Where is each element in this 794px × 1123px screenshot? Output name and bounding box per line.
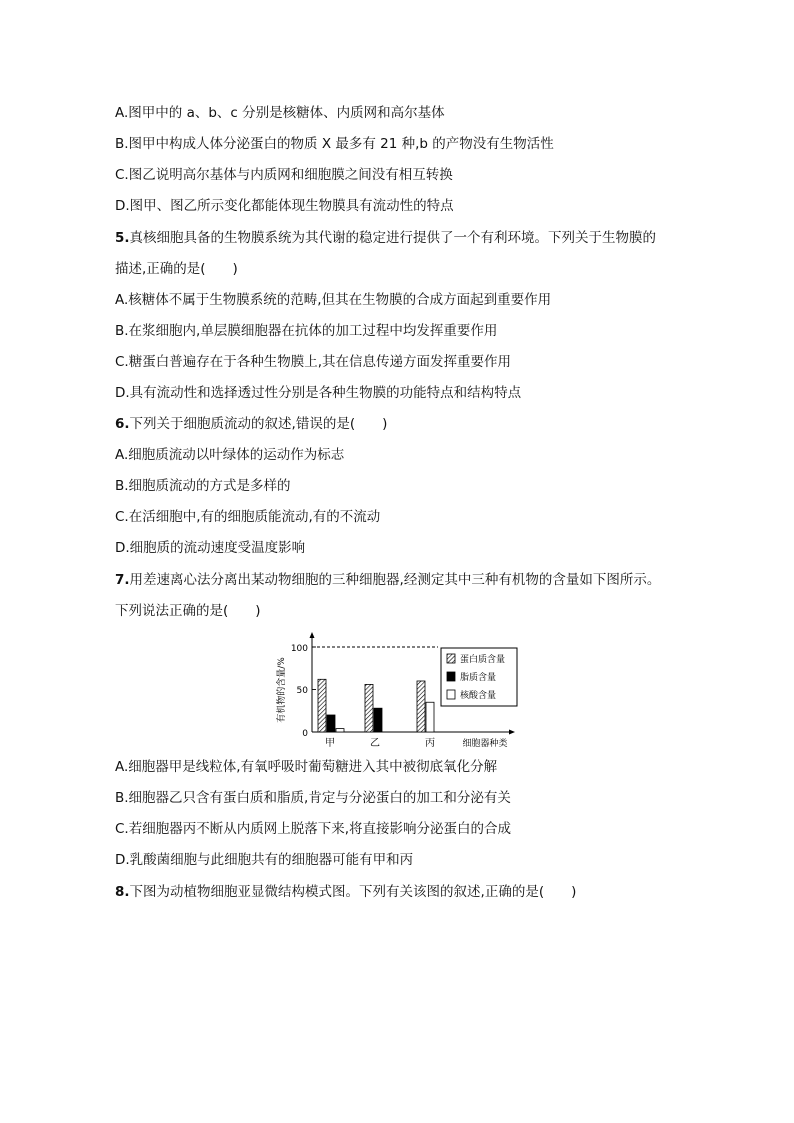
q6-option-b: B.细胞质流动的方式是多样的 [115,478,291,494]
x-category-label-bing: 丙 [425,738,435,749]
organelle-content-chart [270,628,540,752]
q7-stem-line1: 用差速离心法分离出某动物细胞的三种细胞器,经测定其中三种有机物的含量如下图所示。 [129,572,661,588]
q7-stem-line2: 下列说法正确的是( ) [115,603,261,619]
y-tick-label-50: 50 [296,686,308,696]
bar-nucleic-acid-3 [426,702,434,732]
bars-group [318,679,434,732]
q8-stem [115,883,576,901]
q5-stem-line1: 真核细胞具备的生物膜系统为其代谢的稳定进行提供了一个有利环境。下列关于生物膜的 [129,230,657,246]
q7-option-c: C.若细胞器丙不断从内质网上脱落下来,将直接影响分泌蛋白的合成 [115,821,512,837]
q5-option-a: A.核糖体不属于生物膜系统的范畴,但其在生物膜的合成方面起到重要作用 [115,292,552,308]
bar-lipid-1 [327,715,335,732]
legend-swatch-lipid [447,672,455,681]
legend-label-lipid: 脂质含量 [460,673,497,683]
q5-stem-line2: 描述,正确的是( ) [115,261,238,277]
q6-stem [115,415,387,433]
q5-stem [115,229,656,247]
bar-nucleic-acid-1 [336,729,344,732]
y-axis-arrow [310,632,315,638]
q6-option-c: C.在活细胞中,有的细胞质能流动,有的不流动 [115,509,381,525]
q7-option-d: D.乳酸菌细胞与此细胞共有的细胞器可能有甲和丙 [115,852,414,868]
q5-option-d: D.具有流动性和选择透过性分别是各种生物膜的功能特点和结构特点 [115,385,522,401]
legend-label-protein: 蛋白质含量 [460,655,506,665]
q7-number: 7. [115,572,130,588]
q6-option-d: D.细胞质的流动速度受温度影响 [115,540,306,556]
q6-number: 6. [115,416,130,432]
y-tick-label-0: 0 [302,729,308,739]
q7-option-b: B.细胞器乙只含有蛋白质和脂质,肯定与分泌蛋白的加工和分泌有关 [115,790,511,806]
q5-option-c: C.糖蛋白普遍存在于各种生物膜上,其在信息传递方面发挥重要作用 [115,354,512,370]
bar-lipid-2 [374,708,382,732]
q6-stem-text: 下列关于细胞质流动的叙述,错误的是( ) [129,416,388,432]
q4-option-c: C.图乙说明高尔基体与内质网和细胞膜之间没有相互转换 [115,167,453,183]
bar-protein-2 [365,684,373,732]
q5-option-b: B.在浆细胞内,单层膜细胞器在抗体的加工过程中均发挥重要作用 [115,323,498,339]
x-category-label-yi: 乙 [370,738,380,749]
q7-stem [115,571,660,589]
q4-option-d: D.图甲、图乙所示变化都能体现生物膜具有流动性的特点 [115,198,454,214]
q4-option-a: A.图甲中的 a、b、c 分别是核糖体、内质网和高尔基体 [115,105,445,121]
q8-number: 8. [115,884,130,900]
x-axis-label: 细胞器种类 [462,739,508,749]
q5-number: 5. [115,230,130,246]
bar-protein-3 [417,681,425,732]
legend-swatch-nucleic-acid [447,690,455,699]
bar-protein-1 [318,679,326,732]
legend-label-nucleic-acid: 核酸含量 [460,691,497,701]
y-tick-label-100: 100 [290,644,308,654]
x-category-label-jia: 甲 [325,738,335,749]
q6-option-a: A.细胞质流动以叶绿体的运动作为标志 [115,447,345,463]
legend-swatch-protein [447,654,455,663]
y-axis-label: 有机物的含量/% [277,657,287,723]
q4-option-b: B.图甲中构成人体分泌蛋白的物质 X 最多有 21 种,b 的产物没有生物活性 [115,136,554,152]
x-axis-arrow [509,730,515,735]
q8-stem-text: 下图为动植物细胞亚显微结构模式图。下列有关该图的叙述,正确的是( ) [129,884,577,900]
q7-option-a: A.细胞器甲是线粒体,有氧呼吸时葡萄糖进入其中被彻底氧化分解 [115,759,498,775]
